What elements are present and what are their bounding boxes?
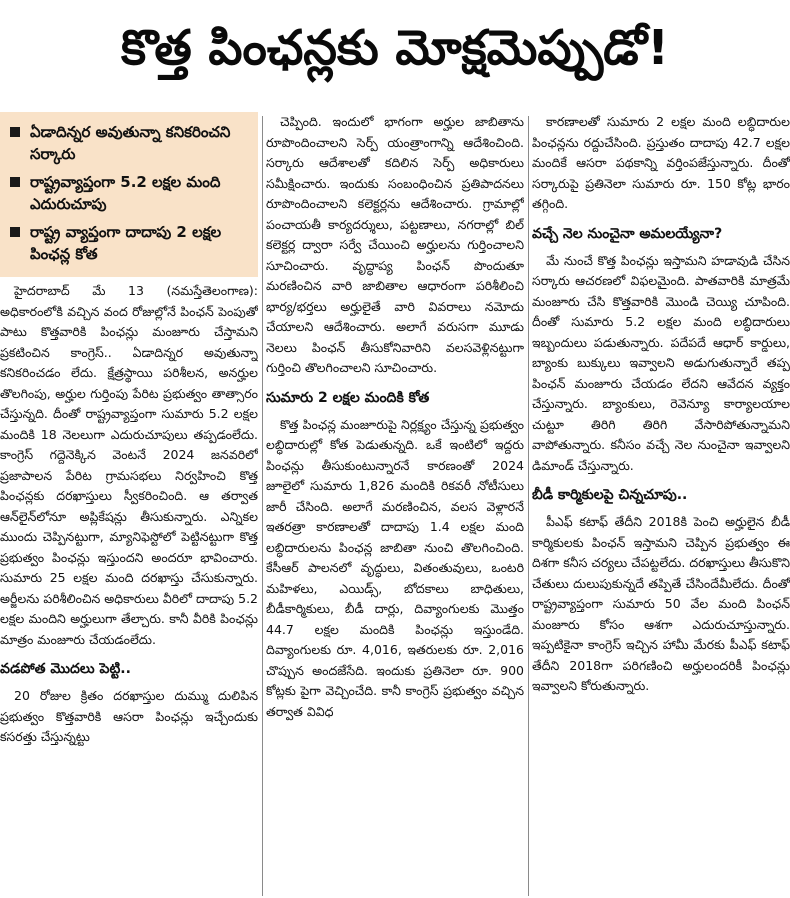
body-paragraph: హైదరాబాద్‌ మే 13 (నమస్తేతెలంగాణ): అధికారంలోకి వచ్చిన వంద రోజుల్లోనే పింఛన్‌ పెంపుతో పాటు కొత్తవారికి పింఛన్లు మంజూరు చేస్తామని ప్రకటించిన కాంగ్రెస్‌.. ఏడాదిన్నర అవుతున్నా కనికరించడం లేదు. క్షేత్రస్థాయి పరిశీలన, అనర్హుల తొలగింపు, అర్హుల గుర్తింపు పేరిట ప్రభుత్వం తాత్సారం చేస్తున్నది. దీంతో రాష్ట్రవ్యాప్తంగా సుమారు 5.2 లక్షల మందికి 18 నెలలుగా ఎదురుచూపులు తప్పడంలేదు. కాంగ్రెస్‌ గద్దెనెక్కిన వెంటనే 2024 జనవరిలో ప్రజాపాలన పేరిట గ్రామసభలు నిర్వహించి కొత్త పింఛన్లకు దరఖాస్తులు స్వీకరించింది. ఆ తర్వాత ఆన్‌లైన్‌లోనూ అప్లికేషన్లు తీసుకున్నారు. ఎన్నికల ముందు చెప్పినట్టుగా, మ్యానిఫెస్టోలో పెట్టినట్టుగా కొత్త ప్రభుత్వం పింఛన్లు ఇస్తుందని అందరూ భావించారు. సుమారు 25 లక్షల మంది దరఖాస్తు చేసుకున్నారు. అర్జీలను పరిశీలించిన అధికారులు వీరిలో దాదాపు 5.2 లక్షల మందిని అర్హులుగా తేల్చారు. కానీ వీరికి పింఛన్లు మాత్రం మంజూరు చేయడంలేదు. (0, 283, 258, 647)
highlights-box (0, 112, 258, 277)
column-1 (0, 112, 258, 898)
highlight-item (10, 121, 248, 165)
body-paragraph: 20 రోజుల క్రితం దరఖాస్తుల దుమ్ము దులిపిన ప్రభుత్వం కొత్తవారికి ఆసరా పింఛన్లు ఇచ్చేందుకు కసరత్తు చేస్తున్నట్టు (0, 688, 258, 744)
section-subheading: బీడీ కార్మికులపై చిన్నచూపు.. (532, 487, 688, 503)
column-3 (532, 112, 790, 898)
highlight-text: రాష్ట్ర వ్యాప్తంగా దాదాపు 2 లక్షల పింఛన్ల కోత (30, 223, 222, 263)
square-bullet-icon (10, 177, 20, 187)
body-paragraph: చెప్పింది. ఇందులో భాగంగా అర్హుల జాబితాను రూపొందించాలని సెర్ప్‌ యంత్రాంగాన్ని ఆదేశించింది. సర్కారు ఆదేశాలతో కదిలిన సెర్ప్‌ అధికారులు సమీక్షించారు. ఇందుకు సంబంధించిన ప్రతిపాదనలు రూపొందించాలని కలెక్టర్లను ఆదేశించారు. గ్రామాల్లో పంచాయతీ కార్యదర్శులు, పట్టణాలు, నగరాల్లో బిల్‌ కలెక్టర్ల ద్వారా సర్వే చేయించి అర్హులను గుర్తించాలని సూచించారు. వృద్ధాప్య పింఛన్‌ పొందుతూ మరణించిన వారి జాబితాల ఆధారంగా పరిశీలించి భార్య/భర్తలు అర్హులైతే వారి వివరాలు నమోదు చేయాలని ఆదేశించారు. అలాగే వరుసగా మూడు నెలలు పింఛన్‌ తీసుకోనివారిని వలసవెళ్లినట్టుగా గుర్తించి తొలగించాలని సూచించారు. (266, 114, 524, 375)
body-paragraph: మే నుంచే కొత్త పింఛన్లు ఇస్తామని హడావుడి చేసిన సర్కారు ఆచరణలో విఫలమైంది. పాతవారికి మాత్రమే మంజూరు చేసి కొత్తవారికి మొండి చెయ్యి చూపింది. దీంతో సుమారు 5.2 లక్షల మంది లబ్ధిదారులు ఇబ్బందులు పడుతున్నారు. పదేపదే ఆధార్‌ కార్డులు, బ్యాంకు బుక్కులు ఇవ్వాలని అడుగుతున్నారే తప్ప పింఛన్‌ మంజూరు చేయడం లేదని ఆవేదన వ్యక్తం చేస్తున్నారు. బ్యాంకులు, రెవెన్యూ కార్యాలయాల చుట్టూ తిరిగి తిరిగి వేసారిపోతున్నామని వాపోతున్నారు. కనీసం వచ్చే నెల నుంచైనా ఇవ్వాలని డిమాండ్‌ చేస్తున్నారు. (532, 252, 790, 473)
highlight-text: ఏడాదిన్నర అవుతున్నా కనికరించని సర్కారు (30, 123, 231, 163)
column-divider (262, 116, 263, 896)
highlight-item (10, 221, 248, 265)
column-2 (266, 112, 524, 898)
body-paragraph: పీఎఫ్‌ కటాఫ్‌ తేదీని 2018కి పెంచి అర్హులైన బీడీ కార్మికులకు పింఛన్‌ ఇస్తామని చెప్పిన ప్రభుత్వం ఈ దిశగా కనీస చర్యలు చేపట్టలేదు. దరఖాస్తులు తీసుకొని చేతులు దులుపుకున్నదే తప్పితే చేసిందేమీలేదు. దీంతో రాష్ట్రవ్యాప్తంగా సుమారు 50 వేల మంది పింఛన్‌ మంజూరు కోసం ఆశగా ఎదురుచూస్తున్నారు. ఇప్పటికైనా కాంగ్రెస్‌ ఇచ్చిన హామీ మేరకు పీఎఫ్‌ కటాఫ్‌ తేదీని 2018గా పరిగణించి అర్హులందరికీ పింఛన్లు ఇవ్వాలని కోరుతున్నారు. (532, 514, 790, 693)
headline: కొత్త పింఛన్లకు మోక్షమెప్పుడో! (120, 20, 670, 76)
highlight-item (10, 171, 248, 215)
section-subheading: సుమారు 2 లక్షల మందికి కోత (266, 389, 430, 406)
body-paragraph: కొత్త పింఛన్ల మంజూరుపై నిర్లక్ష్యం చేస్తున్న ప్రభుత్వం లబ్ధిదారుల్లో కోత పెడుతున్నది. ఒకే ఇంటిలో ఇద్దరు పింఛన్లు తీసుకుంటున్నారనే కారణంతో 2024 జూలైలో సుమారు 1,826 మందికి రికవరీ నోటీసులు జారీ చేసింది. అలాగే మరణించిన, వలస వెళ్లారనే ఇతరత్రా కారణాలతో దాదాపు 1.4 లక్షల మంది లబ్ధిదారులను పింఛన్ల జాబితా నుంచి తొలగించింది. కేసీఆర్‌ పాలనలో వృద్ధులు, వితంతువులు, ఒంటరి మహిళలు, ఎయిడ్స్‌, బోదకాలు బాధితులు, బీడీకార్మికులు, బీడీ దార్లు, దివ్యాంగులకు మొత్తం 44.7 లక్షల మందికి పింఛన్లు ఇస్తుండేది. దివ్యాంగులకు రూ. 4,016, ఇతరులకు రూ. 2,016 చొప్పున అందజేసేది. ఇందుకు ప్రతినెలా రూ. 900 కోట్లకు పైగా వెచ్చించేది. కానీ కాంగ్రెస్‌ ప్రభుత్వం వచ్చిన తర్వాత వివిధ (266, 416, 524, 719)
section-subheading: వచ్చే నెల నుంచైనా అమలయ్యేనా? (532, 225, 723, 242)
square-bullet-icon (10, 227, 20, 237)
highlight-text: రాష్ట్రవ్యాప్తంగా 5.2 లక్షల మంది ఎదురుచూపు (30, 173, 221, 213)
column-divider (528, 116, 529, 896)
square-bullet-icon (10, 127, 20, 137)
section-subheading: వడపోత మొదలు పెట్టి.. (0, 661, 131, 677)
body-paragraph: కారణాలతో సుమారు 2 లక్షల మంది లబ్ధిదారుల పింఛన్లను రద్దుచేసింది. ప్రస్తుతం దాదాపు 42.7 లక్షల మందికే ఆసరా పథకాన్ని వర్తింపజేస్తున్నారు. దీంతో సర్కారుపై ప్రతినెలా సుమారు రూ. 150 కోట్ల భారం తగ్గింది. (532, 114, 790, 211)
